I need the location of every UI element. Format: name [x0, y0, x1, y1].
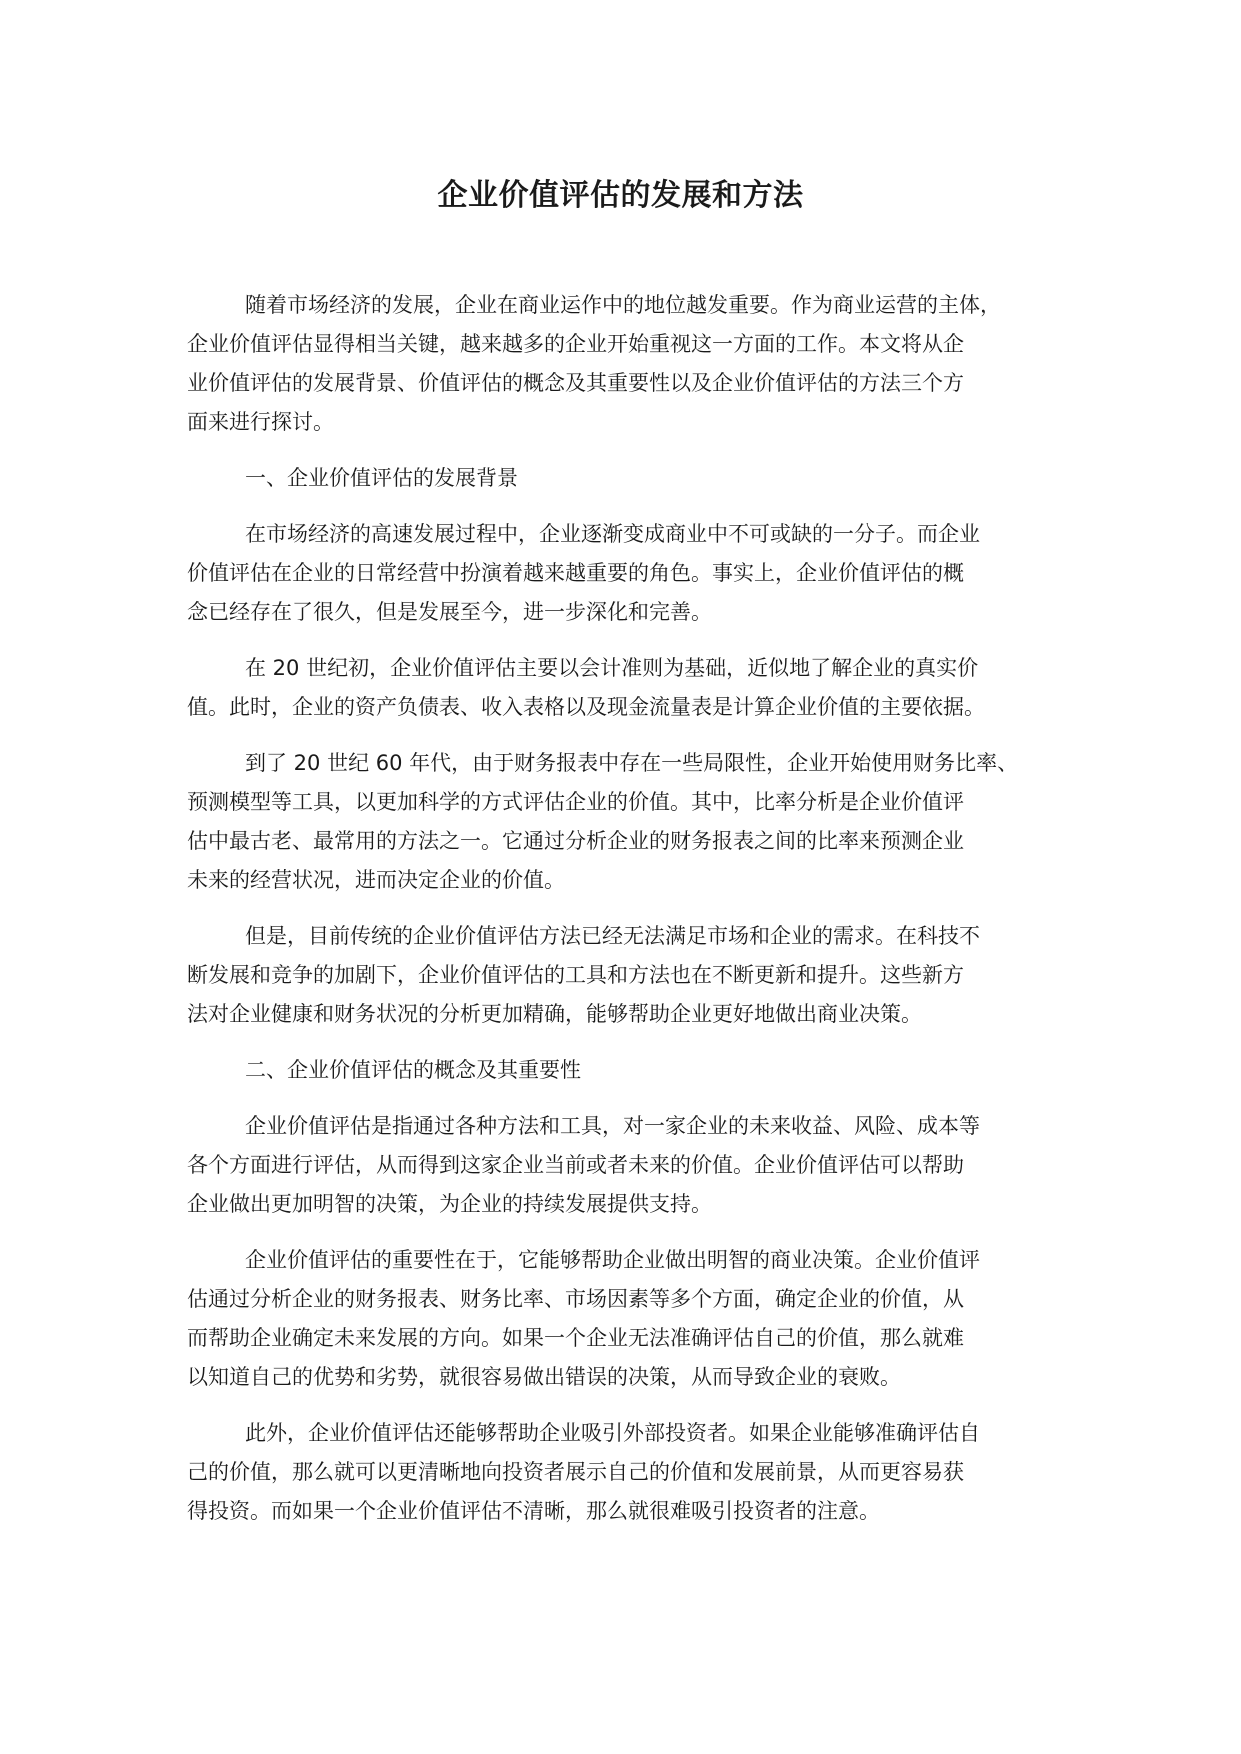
- section-heading: [187, 1051, 1053, 1090]
- text-line: 得投资。而如果一个企业价值评估不清晰，那么就很难吸引投资者的注意。: [187, 1499, 880, 1523]
- text-line: 估中最古老、最常用的方法之一。它通过分析企业的财务报表之间的比率来预测企业: [187, 829, 964, 853]
- text-line: 各个方面进行评估，从而得到这家企业当前或者未来的价值。企业价值评估可以帮助: [187, 1153, 964, 1177]
- text-line: 以知道自己的优势和劣势，就很容易做出错误的决策，从而导致企业的衰败。: [187, 1365, 901, 1389]
- text-line: 断发展和竞争的加剧下，企业价值评估的工具和方法也在不断更新和提升。这些新方: [187, 963, 964, 987]
- section-heading-text: 二、企业价值评估的概念及其重要性: [245, 1058, 581, 1082]
- paragraph: [187, 286, 1053, 442]
- text-line: 法对企业健康和财务状况的分析更加精确，能够帮助企业更好地做出商业决策。: [187, 1002, 922, 1026]
- document-title: 企业价值评估的发展和方法: [437, 178, 804, 213]
- text-line: 念已经存在了很久，但是发展至今，进一步深化和完善。: [187, 600, 712, 624]
- text-line: 随着市场经济的发展，企业在商业运作中的地位越发重要。作为商业运营的主体，: [245, 293, 1001, 317]
- text-line: 企业价值评估显得相当关键，越来越多的企业开始重视这一方面的工作。本文将从企: [187, 332, 964, 356]
- text-line: 但是，目前传统的企业价值评估方法已经无法满足市场和企业的需求。在科技不: [245, 924, 980, 948]
- text-line: 企业价值评估的重要性在于，它能够帮助企业做出明智的商业决策。企业价值评: [245, 1248, 980, 1272]
- text-line: 价值评估在企业的日常经营中扮演着越来越重要的角色。事实上，企业价值评估的概: [187, 561, 964, 585]
- text-line: 企业做出更加明智的决策，为企业的持续发展提供支持。: [187, 1192, 712, 1216]
- text-line: 己的价值，那么就可以更清晰地向投资者展示自己的价值和发展前景，从而更容易获: [187, 1460, 964, 1484]
- section-heading: [187, 459, 1053, 498]
- paragraph: [187, 917, 1053, 1034]
- text-line: 企业价值评估是指通过各种方法和工具，对一家企业的未来收益、风险、成本等: [245, 1114, 980, 1138]
- paragraph: [187, 1107, 1053, 1224]
- paragraph: [187, 515, 1053, 632]
- paragraph: [187, 1241, 1053, 1397]
- text-line: 在市场经济的高速发展过程中，企业逐渐变成商业中不可或缺的一分子。而企业: [245, 522, 980, 546]
- text-line: 估通过分析企业的财务报表、财务比率、市场因素等多个方面，确定企业的价值，从: [187, 1287, 964, 1311]
- text-line: 未来的经营状况，进而决定企业的价值。: [187, 868, 565, 892]
- paragraph: [187, 1414, 1053, 1531]
- paragraph: [187, 649, 1053, 727]
- text-line: 值。此时，企业的资产负债表、收入表格以及现金流量表是计算企业价值的主要依据。: [187, 695, 985, 719]
- text-line: 在 20 世纪初，企业价值评估主要以会计准则为基础，近似地了解企业的真实价: [245, 656, 979, 680]
- paragraph: [187, 744, 1053, 900]
- section-heading-text: 一、企业价值评估的发展背景: [245, 466, 518, 490]
- text-line: 此外，企业价值评估还能够帮助企业吸引外部投资者。如果企业能够准确评估自: [245, 1421, 980, 1445]
- text-line: 到了 20 世纪 60 年代，由于财务报表中存在一些局限性，企业开始使用财务比率、: [245, 751, 1019, 775]
- document-body: [187, 286, 1053, 1548]
- text-line: 业价值评估的发展背景、价值评估的概念及其重要性以及企业价值评估的方法三个方: [187, 371, 964, 395]
- text-line: 面来进行探讨。: [187, 410, 334, 434]
- text-line: 而帮助企业确定未来发展的方向。如果一个企业无法准确评估自己的价值，那么就难: [187, 1326, 964, 1350]
- text-line: 预测模型等工具，以更加科学的方式评估企业的价值。其中，比率分析是企业价值评: [187, 790, 964, 814]
